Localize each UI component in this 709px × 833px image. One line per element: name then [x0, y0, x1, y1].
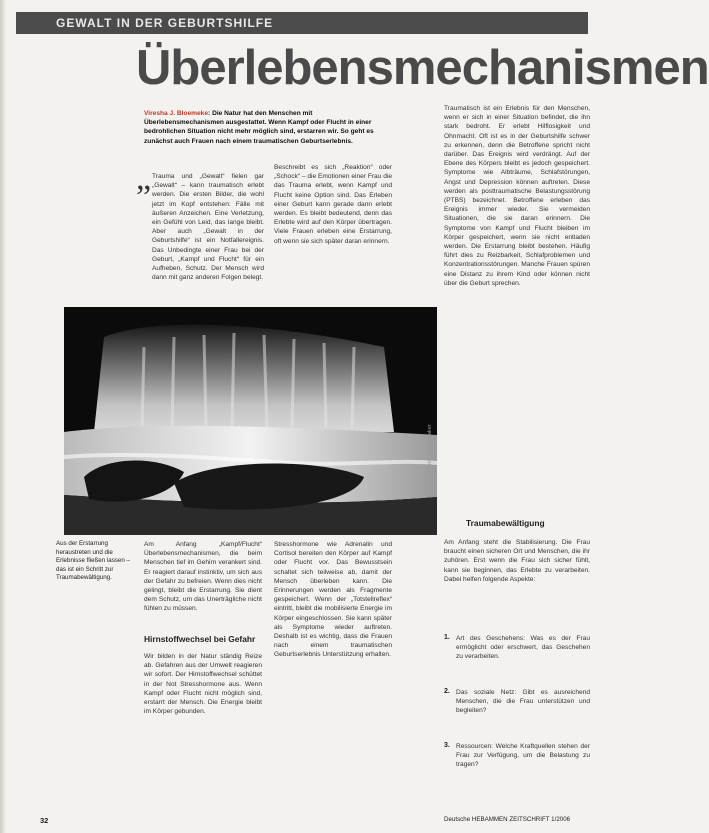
article-title: Überlebensmechanismen: [136, 41, 709, 95]
list-number-3: 3.: [444, 742, 450, 749]
journal-name: Deutsche HEBAMMEN ZEITSCHRIFT 1/2006: [444, 816, 571, 823]
list-number-1: 1.: [444, 634, 450, 641]
waterfall-photo: [64, 307, 437, 535]
quote-mark: „: [136, 160, 152, 197]
list-item-3: Ressourcen: Welche Kraftquellen stehen der Frau zur Verfügung, um die Belastung zu tragen?: [456, 743, 590, 769]
body-column-5: Stresshormone wie Adrenalin und Cortisol bereiten den Körper auf Kampf oder Flucht vor. Das Bewusstsein schaltet sich teilweise ab, damit der Mensch überleben kann. Die Erinnerungen werden als Fragmente gespeichert. Wenn der „Totstellreflex“ eintritt, bleibt die mobilisierte Energie im Körper eingeschlossen. Sie kann später als Symptome wieder auftreten. Deshalb ist es wichtig, dass die Frauen nach einem traumatischen Geburtserlebnis Unterstützung erhalten.: [274, 541, 392, 659]
subheading-hirnstoffwechsel: Hirnstoffwechsel bei Gefahr: [144, 634, 256, 644]
section-label: GEWALT IN DER GEBURTSHILFE: [56, 16, 274, 30]
section-header: [16, 12, 588, 34]
body-column-4: Am Anfang „Kampf/Flucht“ Überlebensmechanismen, die beim Menschen tief im Gehirn verankert sind. Er reagiert darauf instinktiv, um sich aus der Gefahr zu befreien. Wenn dies nicht gelingt, bleibt die Erstarrung. Sie dient dem Schutz, um das Unerträgliche nicht fühlen zu müssen.: [144, 541, 262, 613]
list-item-2: Das soziale Netz: Gibt es ausreichend Menschen, die die Frau unterstützen und begleiten?: [456, 689, 590, 715]
photo-credit: Foto: Jenny Haker: [427, 424, 433, 470]
photo-caption: Aus der Erstarrung heraustreten und die Erlebnisse fließen lassen – das ist ein Schritt zur Traumabewältigung.: [56, 540, 130, 582]
list-item-1: Art des Geschehens: Was es der Frau ermöglicht oder erschwert, das Geschehen zu verarbeiten.: [456, 635, 590, 661]
list-number-2: 2.: [444, 688, 450, 695]
author-name: Viresha J. Bloemeke: [144, 110, 209, 117]
subheading-traumabewaeltigung: Traumabewältigung: [466, 518, 545, 528]
page-number: 32: [40, 816, 49, 825]
body-column-4b: Wir bilden in der Natur ständig Reize ab. Gefahren aus der Umwelt reagieren wir sofort. Der Hirnstoffwechsel schüttet in der Not Stresshormone aus. Wenn Kampf oder Flucht nicht möglich sind, erstarrt der Mensch. Die Energie bleibt im Körper gebunden.: [144, 653, 262, 716]
scan-edge: [0, 0, 6, 833]
body-column-6: Am Anfang steht die Stabilisierung. Die Frau braucht einen sicheren Ort und Menschen, die ihr zuhören. Erst wenn die Frau sich sicher fühlt, kann sie beginnen, das Erlebte zu verarbeiten. Dabei helfen folgende Aspekte:: [444, 539, 590, 583]
body-column-2: Beschreibt es sich „Reaktion“ oder „Schock“ – die Emotionen einer Frau die das Trauma erlebt, wenn Kampf und Flucht keine Option sind. Das Erleben einer Geburt kann gerade dann erlebt werden. Es bleibt bedeutend, denn das Erlebte wird auf den Körper übertragen. Viele Frauen erleben eine Erstarrung, oft wenn sie sich später daran erinnern.: [274, 164, 393, 245]
lead-text: Die Natur hat den Menschen mit Überlebensmechanismen ausgestattet. Wenn Kampf oder Flucht in einer bedrohlichen Situation nicht mehr möglich sind, erstarren wir. So geht es zunächst auch Frauen nach einem traumatischen Geburtserlebnis.: [144, 110, 374, 145]
body-column-1: Trauma und „Gewalt“ fielen gar „Gewalt“ – kann traumatisch erlebt werden. Die ersten Bilder, die wohl jetzt im Kopf entstehen: Fälle mit äußeren Anzeichen. Eine Verletzung, ein Gefühl von Leid, das lange bleibt. Aber auch „Gewalt in der Geburtshilfe“ ist ein Notfallereignis. Das Unbedingte einer Frau bei der Geburt, „Kampf und Flucht“ für ein Aufheben, Schutz. Der Mensch wird dann mit ganz anderen Folgen belegt.: [152, 173, 264, 282]
body-column-3: Traumatisch ist ein Erlebnis für den Menschen, wenn er sich in einer Situation befindet, die ihn stark bedroht. Er erlebt Hilflosigkeit und Ohnmacht. Oft ist es in der Geburtshilfe schwer zu erkennen, denn die Betroffene spricht nicht darüber. Das Ereignis wird verdrängt. Auf der Ebene des Körpers bleibt es jedoch gespeichert. Symptome wie Albträume, Schlafstörungen, Angst und Depression können auftreten. Diese werden als posttraumatische Belastungsstörung (PTBS) bezeichnet. Betroffene erleben das Ereignis immer wieder. Sie vermeiden Situationen, die sie daran erinnern. Die Symptome von Kampf und Flucht bleiben im Körper gespeichert, wenn sie nicht entladen werden. Die Erstarrung bleibt bestehen. Häufig führt dies zu Reizbarkeit, Schlafproblemen und Konzentrationsstörungen. Manche Frauen spüren eine Distanz zu ihrem Kind oder können nicht über die Geburt sprechen.: [444, 105, 590, 287]
lead-paragraph: Viresha J. Bloemeke: Die Natur hat den Menschen mit Überlebensmechanismen ausgestattet. Wenn Kampf oder Flucht in einer bedrohlichen Situation nicht mehr möglich sind, erstarren wir. So geht es zunächst auch Frauen nach einem traumatischen Geburtserlebnis.: [144, 110, 374, 145]
